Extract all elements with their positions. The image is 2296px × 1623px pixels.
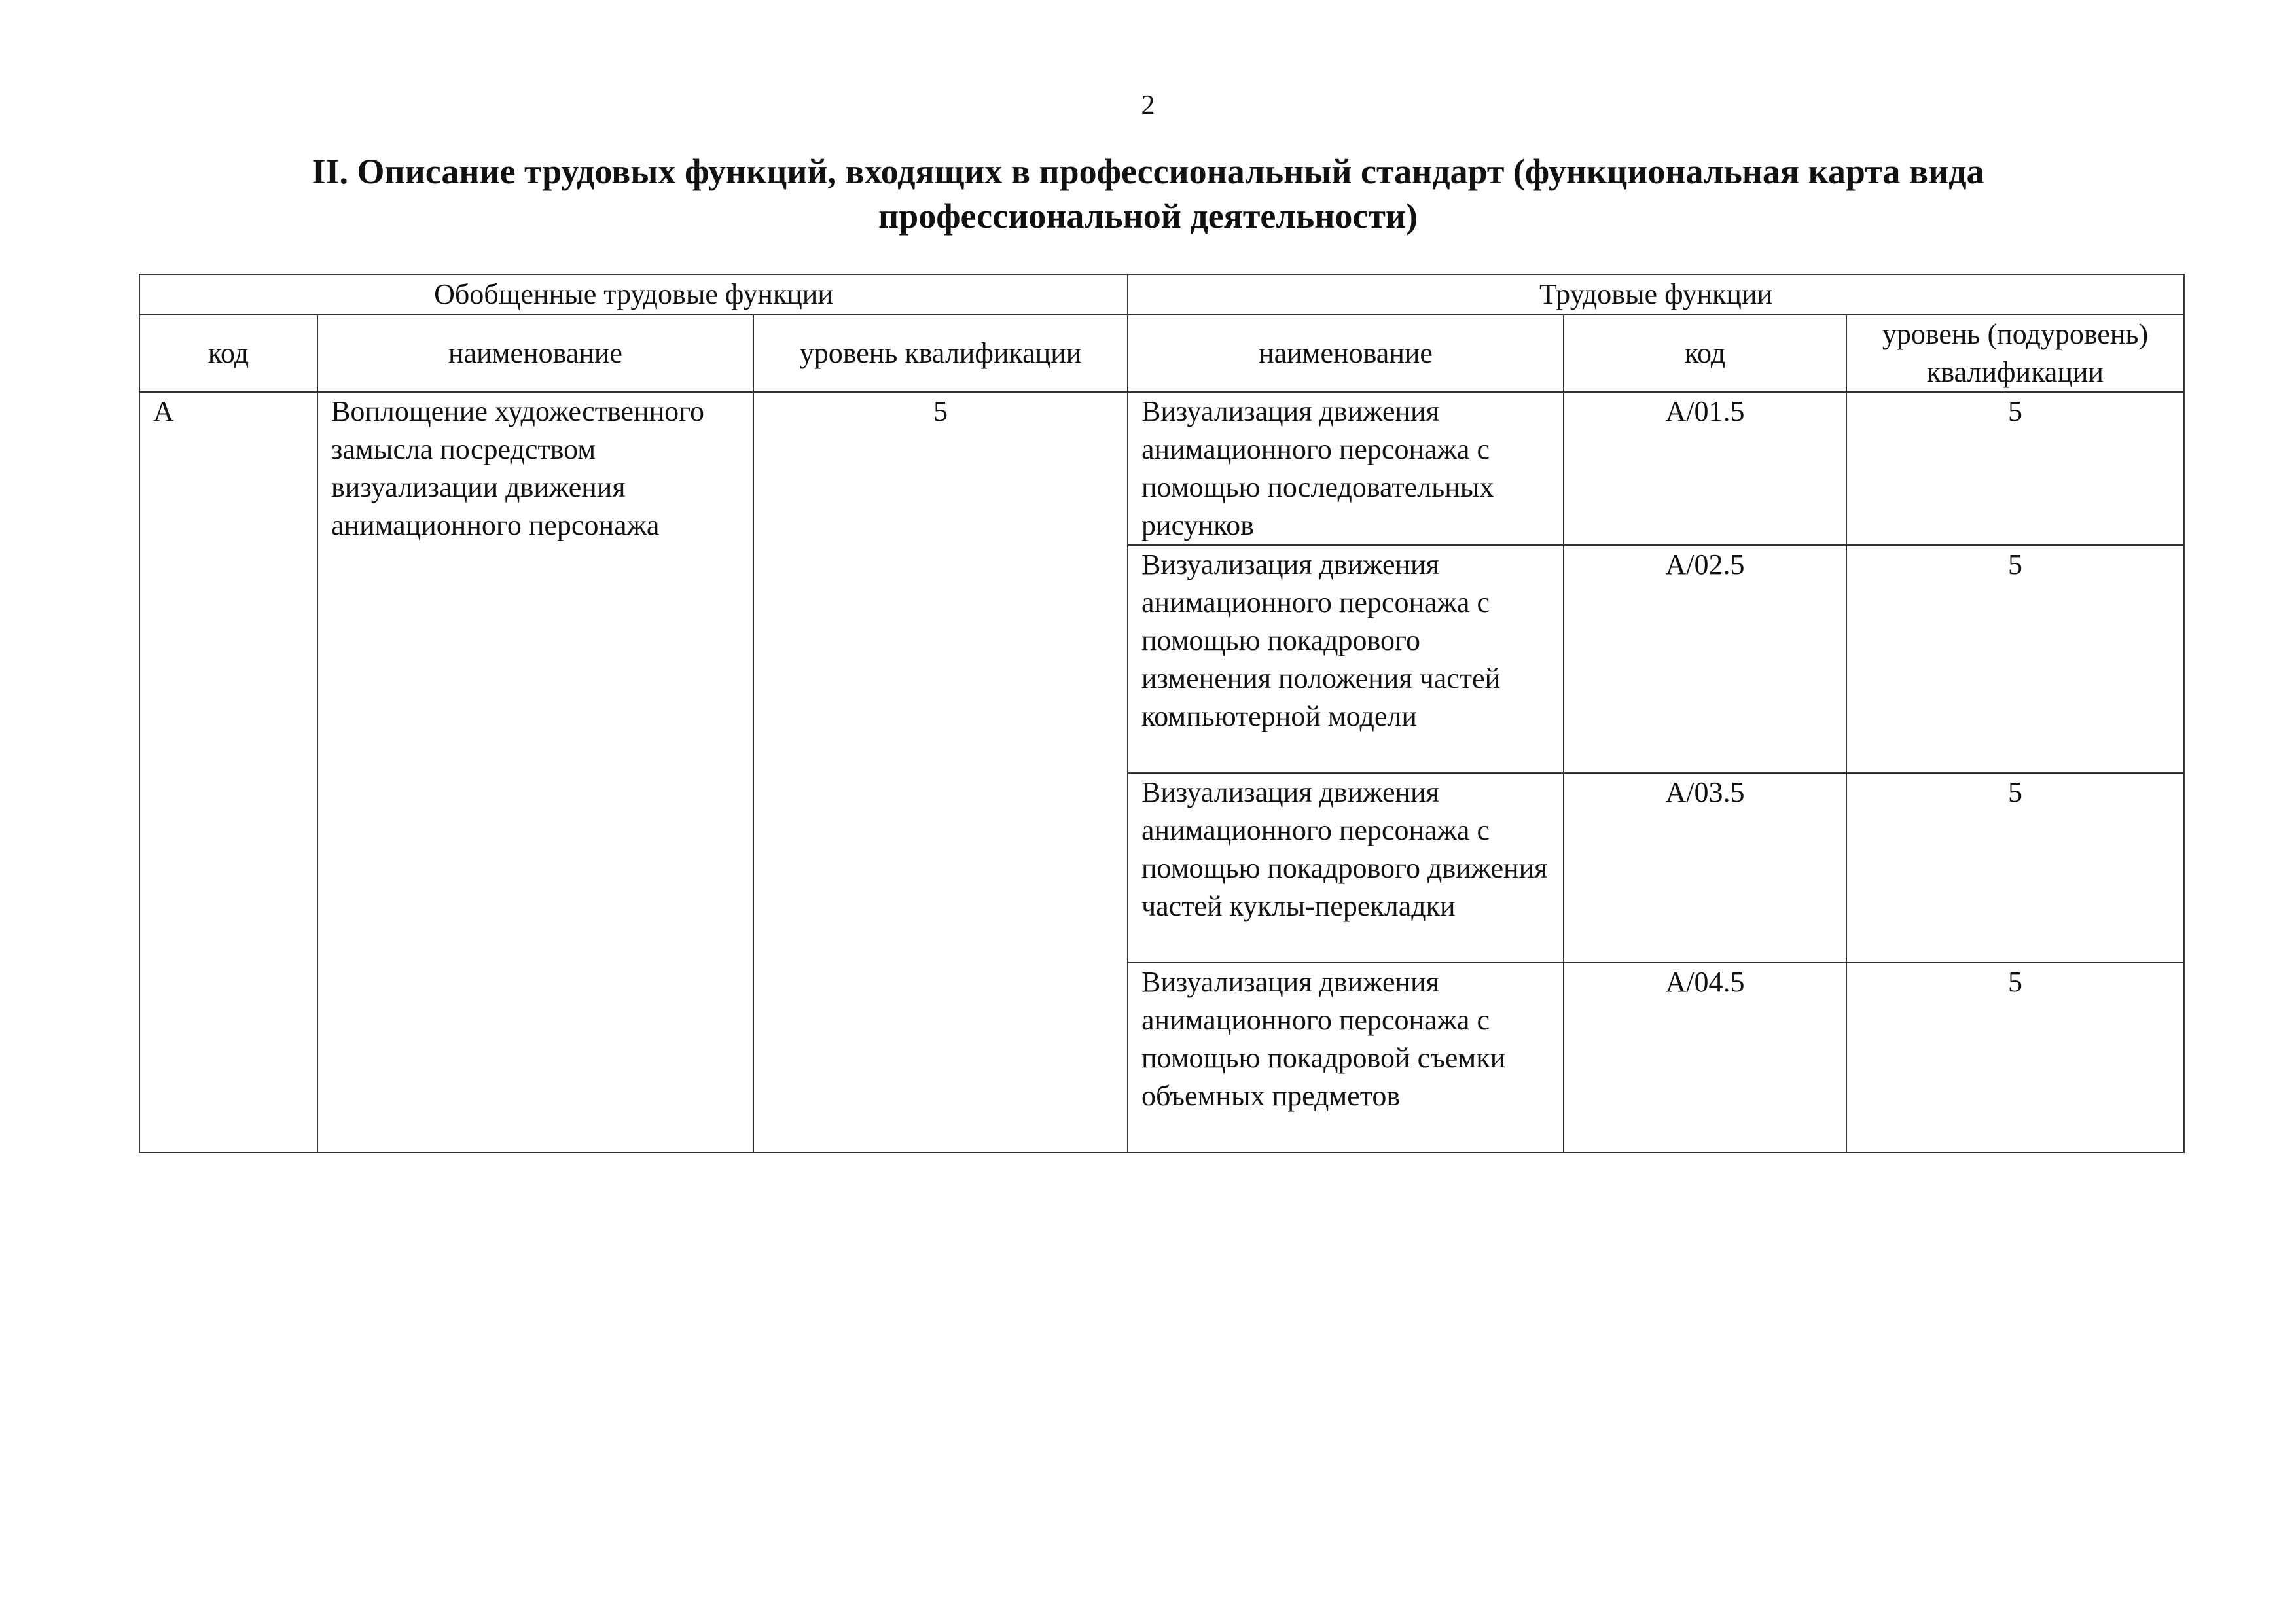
fn-code-cell: А/01.5 — [1564, 392, 1846, 545]
fn-level-cell: 5 — [1846, 545, 2184, 773]
table-row — [139, 392, 2184, 545]
column-header-row — [139, 315, 2184, 392]
functional-map-table — [139, 274, 2185, 1153]
gen-level-header: уровень квалификации — [753, 315, 1128, 392]
fn-level-cell: 5 — [1846, 963, 2184, 1152]
section-title: II. Описание трудовых функций, входящих в профессиональный стандарт (функциональная карта вида профессиональной деятельности) — [312, 152, 1984, 236]
fn-name-cell: Визуализация движения анимационного персонажа с помощью покадрового движения частей куклы-перекладки — [1128, 773, 1564, 963]
gen-name-cell: Воплощение художественного замысла посредством визуализации движения анимационного персонажа — [317, 392, 753, 1152]
fn-code-cell: А/04.5 — [1564, 963, 1846, 1152]
fn-code-cell: А/02.5 — [1564, 545, 1846, 773]
group-header-row — [139, 274, 2184, 315]
gen-code-header: код — [139, 315, 317, 392]
gen-name-header: наименование — [317, 315, 753, 392]
fn-level-header: уровень (подуровень) квалификации — [1846, 315, 2184, 392]
fn-level-cell: 5 — [1846, 392, 2184, 545]
fn-name-header: наименование — [1128, 315, 1564, 392]
fn-code-cell: А/03.5 — [1564, 773, 1846, 963]
fn-code-header: код — [1564, 315, 1846, 392]
gen-level-cell: 5 — [753, 392, 1128, 1152]
page-number: 2 — [1141, 90, 1155, 120]
generalized-functions-header: Обобщенные трудовые функции — [139, 274, 1128, 315]
gen-code-cell: А — [139, 392, 317, 1152]
fn-name-cell: Визуализация движения анимационного персонажа с помощью покадровой съемки объемных предметов — [1128, 963, 1564, 1152]
labor-functions-header: Трудовые функции — [1128, 274, 2184, 315]
fn-level-cell: 5 — [1846, 773, 2184, 963]
fn-name-cell: Визуализация движения анимационного персонажа с помощью последовательных рисунков — [1128, 392, 1564, 545]
fn-name-cell: Визуализация движения анимационного персонажа с помощью покадрового изменения положения частей компьютерной модели — [1128, 545, 1564, 773]
